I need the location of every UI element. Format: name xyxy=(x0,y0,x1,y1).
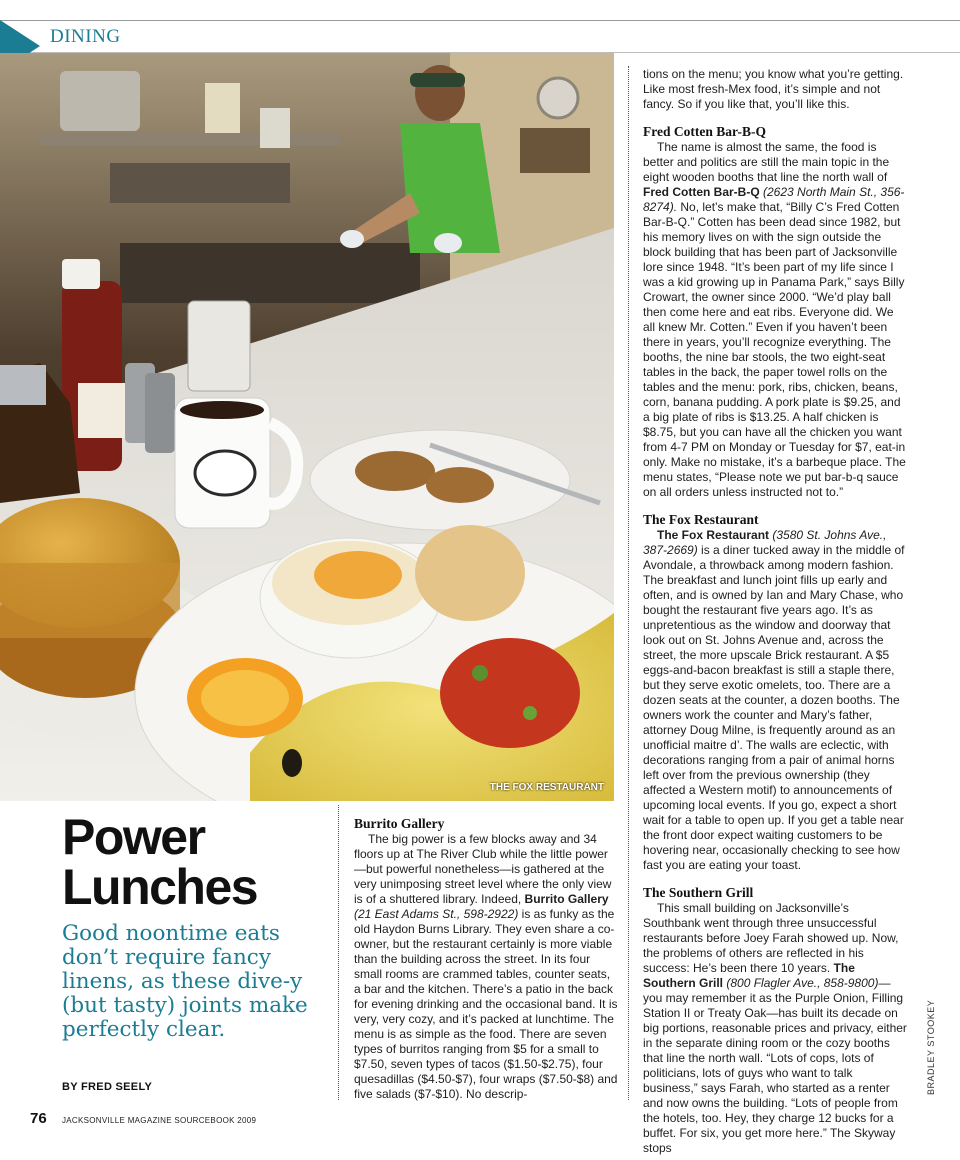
fred-cotten-paragraph xyxy=(643,140,908,500)
body-text: No, let’s make that, “Billy C’s Fred Cotten Bar-B-Q.” Cotten has been dead since 1982, but his memory lives on with the sign outside the block building that has been part of Jacksonville lore since 1948. “It’s been part of my life since I was a kid growing up in Panama Park,” says Billy Crowart, the owner since 2000. “We’d play ball then come here and eat ribs. Everyone did. We all knew Mr. Cotten.” Even if you haven’t been there in years, you’ll recognize everything. The booths, the nine bar stools, the two eight-seat tables in the back, the paper towel rolls on the tables and the menu: pork, ribs, chicken, beans, corn, banana pudding. A pork plate is $9.25, and a big plate of ribs is $13.25. A half chicken is $8.75, but you can have all the chicken you want from 4-7 PM on Monday or Tuesday for $7, eat-in only. Make no mistake, it’s a barbeque place. The menu states, “Please note we put bar-b-q sauce on all orders unless instructed not to.” xyxy=(643,200,906,499)
restaurant-address: (3580 St. Johns Ave., 387-2669) xyxy=(643,528,887,557)
headline-line-2: Lunches xyxy=(62,859,258,915)
sugar-dispenser xyxy=(188,301,250,391)
shredded-cheese xyxy=(314,551,402,599)
exhaust-hood xyxy=(110,163,290,203)
section-label: DINING xyxy=(50,26,121,47)
pico-green xyxy=(523,706,537,720)
article-headline xyxy=(62,809,332,915)
ketchup-cap xyxy=(62,259,100,289)
header-rule xyxy=(0,20,960,21)
kitchen-container xyxy=(260,108,290,148)
cook-glove xyxy=(434,233,462,253)
wall-clock xyxy=(538,78,578,118)
restaurant-address: (2623 North Main St., 356-8274). xyxy=(643,185,905,214)
pico-green xyxy=(472,665,488,681)
fox-restaurant-paragraph xyxy=(643,528,908,873)
kitchen-shelf xyxy=(40,133,340,145)
section-heading-burrito-gallery: Burrito Gallery xyxy=(354,816,445,831)
cook-glove xyxy=(340,230,364,248)
pancake-layers xyxy=(0,563,180,638)
byline: BY FRED SEELY xyxy=(62,1081,153,1093)
fried-tomato xyxy=(355,451,435,491)
syrup-lid xyxy=(0,365,46,405)
body-text: The name is almost the same, the food is better and politics are still the main topic in the eight wooden booths that line the north wall of xyxy=(643,140,890,184)
southern-grill-paragraph xyxy=(643,901,908,1156)
body-text: The big power is a few blocks away and 34 floors up at The River Club while the little power—but powerful nonetheless—is gathered at the very unimposing street level where the only view is of a shuttered library. Indeed, xyxy=(354,832,612,906)
restaurant-address: (800 Flagler Ave., 858-9800) xyxy=(726,976,879,990)
coffee xyxy=(180,401,264,419)
restaurant-address: (21 East Adams St., 598-2922) xyxy=(354,907,519,921)
column-separator xyxy=(628,66,629,1100)
restaurant-name: The Southern Grill xyxy=(643,961,855,990)
continuation-paragraph: tions on the menu; you know what you’re getting. Like most fresh-Mex food, it’s simple and not fancy. So if you like that, you’ll like this. xyxy=(643,67,904,111)
fried-tomato xyxy=(426,467,494,503)
photo-credit: THE FOX RESTAURANT xyxy=(489,782,604,793)
fox-logo xyxy=(195,451,255,495)
page-number: 76 xyxy=(30,1110,47,1127)
body-text: This small building on Jacksonville’s Southbank went through three unsuccessful restaurants before Joey Farah showed up. Now, the problems of others are reflected in his success: He’s been there 10 years. xyxy=(643,901,899,975)
restaurant-name: Burrito Gallery xyxy=(524,892,609,906)
grill-station xyxy=(120,243,420,303)
column-burrito-gallery xyxy=(354,815,618,1102)
column-separator xyxy=(338,805,339,1100)
ketchup-label xyxy=(78,383,126,438)
section-heading-southern-grill: The Southern Grill xyxy=(643,885,754,900)
burrito-gallery-paragraph xyxy=(354,832,618,1102)
cook-cap xyxy=(410,73,465,87)
restaurant-photo xyxy=(0,53,614,801)
stacked-plates xyxy=(60,71,140,131)
wall-window xyxy=(520,128,590,173)
body-text: is a diner tucked away in the middle of Avondale, a throwback among modern fashion. The breakfast and lunch joint fills up early and often, and is owned by Ian and Mary Chase, who bought the restaurant five years ago. It’s as unpretentious as the window and doorway that look out on St. Johns Avenue and, across the street, the more upscale Brick restaurant. A $5 eggs-and-bacon breakfast is still a staple there, but they serve exotic omelets, too. There are a dozen seats at the counter, a dozen booths. The owners work the counter and Mary’s father, attorney Doug Milne, is frequently around as an unofficial maitre d’. The walls are eclectic, with decorations ranging from a pair of animal horns left over from the previous ownership (they affected a Western motif) to announcements of upcoming local events. If you go, expect a short wait for a table to open up. If you get a table near the front door expect waiting customers to be hovering near, occasionally checking to see how fast you are eating your toast. xyxy=(643,543,905,872)
body-text: —you may remember it as the Purple Onion, Filling Station II or Treaty Oak—has built its decade on big portions, reasonable prices and privacy, either in the separate dining room or the cozy booths that line the north wall. “Lots of cops, lots of politicians, lots of guys who want to talk business,” says Farah, who started as a renter and now owns the building. “Lots of people from the hotels, too. Hey, they charge 12 bucks for a buffet. For six, you get more here.” The Skyway stops xyxy=(643,976,907,1155)
section-heading-fred-cotten: Fred Cotten Bar-B-Q xyxy=(643,124,766,139)
kitchen-container xyxy=(205,83,240,133)
biscuit xyxy=(415,525,525,621)
restaurant-name: The Fox Restaurant xyxy=(657,528,770,542)
publication-folio: JACKSONVILLE MAGAZINE SOURCEBOOK 2009 xyxy=(62,1116,257,1125)
pico-de-gallo xyxy=(440,638,580,748)
black-olive xyxy=(282,749,302,777)
article-deck: Good noontime eats don’t require fancy linens, as these dive-y (but tasty) joints make perfectly clear. xyxy=(62,921,308,1042)
headline-line-1: Power xyxy=(62,809,205,865)
diner-food-illustration xyxy=(0,53,614,801)
orange-flesh xyxy=(201,670,289,726)
restaurant-name: Fred Cotten Bar-B-Q xyxy=(643,185,760,199)
section-heading-fox-restaurant: The Fox Restaurant xyxy=(643,512,759,527)
column-right xyxy=(643,67,908,1156)
pepper-shaker xyxy=(145,373,175,453)
photographer-credit: BRADLEY STOOKEY xyxy=(926,999,936,1095)
body-text: is as funky as the old Haydon Burns Library. They even share a co-owner, but the restaurant certainly is more viable than the building across the street. In its four small rooms are crammed tables, counter seats, a bar and the kitchen. There’s a patio in the back for evening drinking and the occasional band. It is very, very cozy, and it’s packed at lunchtime. The menu is as simple as the food. There are seven types of burritos ranging from $5 for a small to $7.50, seven types of tacos ($1.50-$2.75), four quesadillas ($4.50-$7), four wraps ($7.50-$8) and five salads ($7-$10). No descrip- xyxy=(354,907,618,1101)
